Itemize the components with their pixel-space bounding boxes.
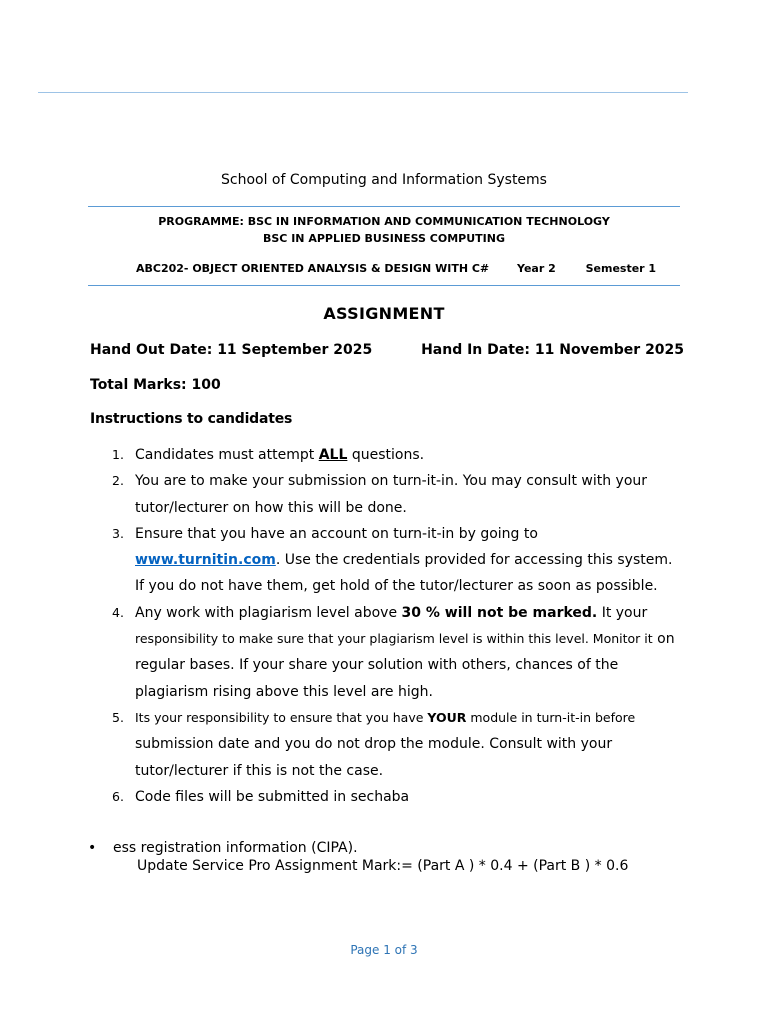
- item-text: Candidates must attempt: [135, 447, 319, 463]
- item-text: Its your responsibility to ensure that you have: [135, 709, 428, 725]
- item-text: Code files will be submitted in sechaba: [135, 788, 410, 805]
- item-text: submission date and you do not drop the module. Consult with your tutor/lecturer if this is not the case.: [135, 736, 613, 779]
- plagiarism-warning: 30 % will not be marked.: [401, 604, 598, 621]
- item-text: Any work with plagiarism level above: [135, 604, 402, 621]
- header-rule-bottom: [88, 285, 680, 286]
- item-number: 6.: [112, 788, 124, 804]
- item-text: . Use the credentials provided for accessing this system. If you do not have them, get hold of the tutor/lecturer as soon as possible.: [135, 552, 673, 595]
- item-text: module in turn-it-in before: [466, 709, 636, 725]
- list-item: [112, 705, 682, 784]
- item-text: responsibility to make sure that your plagiarism level is within this level. Monitor it: [135, 631, 653, 647]
- instructions-list: [112, 442, 682, 810]
- programme-line-2: BSC IN APPLIED BUSINESS COMPUTING: [263, 232, 505, 245]
- top-horizontal-rule: [38, 92, 688, 93]
- list-item: [112, 468, 682, 521]
- header-rule-top: [88, 206, 680, 207]
- page-number: Page 1 of 3: [350, 943, 418, 957]
- item-number: 4.: [112, 604, 124, 620]
- course-line: [136, 262, 656, 275]
- item-number: 3.: [112, 525, 124, 541]
- turnitin-link[interactable]: www.turnitin.com: [135, 552, 276, 569]
- list-item: [112, 600, 682, 705]
- item-text: Ensure that you have an account on turn-it-in by going to: [135, 525, 538, 542]
- bullet-icon: •: [88, 840, 97, 856]
- hand-in-date: Hand In Date: 11 November 2025: [421, 342, 685, 358]
- item-text: It your: [597, 604, 648, 621]
- hand-out-date: Hand Out Date: 11 September 2025: [90, 342, 373, 358]
- emphasis-your: YOUR: [427, 709, 467, 725]
- programme-line-1: PROGRAMME: BSC IN INFORMATION AND COMMUNICATION TECHNOLOGY: [158, 215, 610, 228]
- item-text: You are to make your submission on turn-it-in. You may consult with your tutor/lecturer on how this will be done.: [135, 473, 648, 516]
- bullet-text: ess registration information (CIPA).: [113, 840, 358, 856]
- list-item: [112, 442, 682, 468]
- dates-row: [90, 342, 684, 358]
- list-item: [112, 784, 682, 810]
- item-text: on regular bases. If your share your solution with others, chances of the plagiarism rising above this level are high.: [135, 631, 675, 700]
- item-text: questions.: [347, 447, 425, 463]
- total-marks: Total Marks: 100: [90, 377, 221, 393]
- emphasis-all: ALL: [318, 447, 348, 463]
- course-title: ABC202- OBJECT ORIENTED ANALYSIS & DESIGN WITH C#: [136, 262, 490, 275]
- page-title: ASSIGNMENT: [323, 304, 445, 323]
- item-number: 5.: [112, 709, 124, 725]
- item-number: 2.: [112, 473, 124, 489]
- course-semester: Semester 1: [585, 262, 657, 275]
- list-item: [112, 521, 682, 600]
- school-name: School of Computing and Information Systems: [221, 172, 547, 188]
- course-year: Year 2: [517, 262, 556, 275]
- instructions-heading: Instructions to candidates: [90, 411, 293, 427]
- mark-formula: Update Service Pro Assignment Mark:= (Part A ) * 0.4 + (Part B ) * 0.6: [137, 858, 629, 874]
- item-number: 1.: [112, 447, 124, 462]
